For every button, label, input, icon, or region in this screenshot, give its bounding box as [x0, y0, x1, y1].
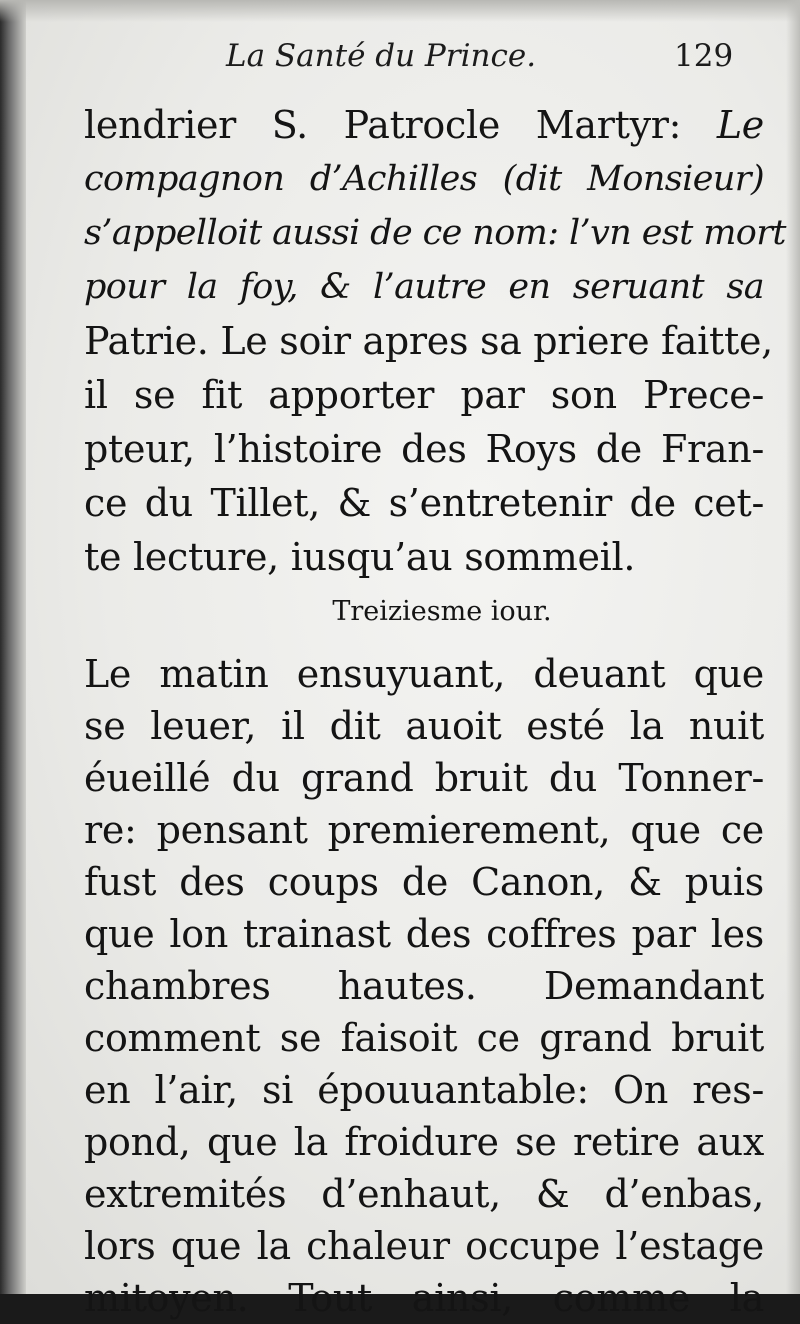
text-line: s’appelloit aussi de ce nom: l’vn est mort	[84, 213, 786, 253]
section-heading: Treiziesme iour.	[332, 596, 552, 627]
text-line-roman: lendrier S. Patrocle Martyr:	[84, 103, 682, 147]
text-line: pond, que la froidure se retire aux	[84, 1120, 764, 1164]
text-line: en l’air, si épouuantable: On res-	[84, 1068, 764, 1112]
text-line	[84, 98, 764, 152]
binding-gutter-shadow	[0, 0, 26, 1294]
text-line: comment se faisoit ce grand bruit	[84, 1016, 764, 1060]
text-line: mitoyen. Tout ainsi, comme la	[84, 1276, 764, 1320]
text-line: il se fit apporter par son Prece-	[84, 373, 764, 417]
section-spacer	[84, 640, 764, 648]
text-line: pteur, l’histoire des Roys de Fran-	[84, 427, 764, 471]
text-line: ce du Tillet, & s’entretenir de cet-	[84, 481, 764, 525]
running-title: La Santé du Prince.	[226, 38, 537, 74]
text-line: Patrie. Le soir apres sa priere faitte,	[84, 319, 773, 363]
text-line: pour la foy, & l’autre en seruant sa	[84, 267, 764, 307]
text-line: te lecture, iusqu’au sommeil.	[84, 535, 636, 579]
text-line: se leuer, il dit auoit esté la nuit	[84, 704, 764, 748]
text-line: fust des coups de Canon, & puis	[84, 860, 764, 904]
text-line: Le matin ensuyuant, deuant que	[84, 652, 764, 696]
text-line: extremités d’enhaut, & d’enbas,	[84, 1172, 764, 1216]
text-line: lors que la chaleur occupe l’estage	[84, 1224, 764, 1268]
right-edge-shade	[786, 0, 800, 1294]
top-edge-shade	[0, 0, 800, 22]
text-line-italic: Le	[681, 103, 764, 147]
text-line: éueillé du grand bruit du Tonner-	[84, 756, 764, 800]
text-line: re: pensant premierement, que ce	[84, 808, 764, 852]
text-line: chambres hautes. Demandant	[84, 964, 764, 1008]
page-header	[226, 34, 766, 84]
text-line: que lon trainast des coffres par les	[84, 912, 764, 956]
page-body	[84, 98, 786, 1324]
page-number: 129	[674, 38, 734, 74]
text-line: compagnon d’Achilles (dit Monsieur)	[84, 159, 764, 199]
